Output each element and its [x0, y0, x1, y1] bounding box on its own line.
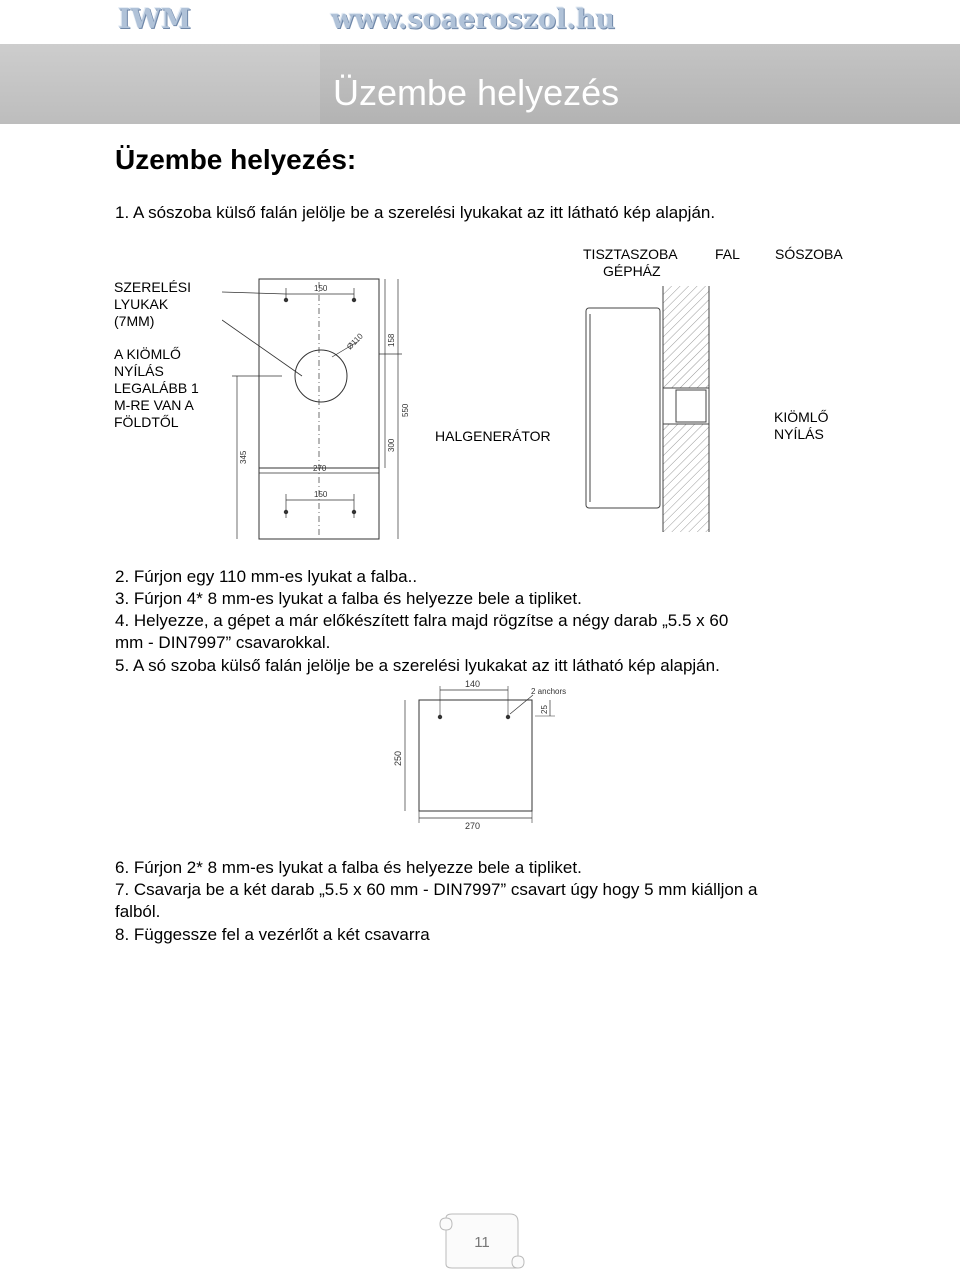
page-number: 11	[474, 1234, 490, 1251]
step-1: 1. A sószoba külső falán jelölje be a szerelési lyukakat az itt látható kép alapján.	[115, 203, 716, 222]
mounting-template-drawing	[222, 272, 420, 542]
step-6: 6. Fúrjon 2* 8 mm-es lyukat a falba és helyezze bele a tipliket.	[115, 858, 582, 877]
hole-top-right	[352, 298, 356, 302]
dim-right-height: 550	[401, 403, 410, 417]
step-8: 8. Függessze fel a vezérlőt a két csavarra	[115, 925, 430, 944]
anchors-label: 2 anchors	[531, 687, 567, 696]
website-url: www.soaeroszol.hu	[331, 4, 615, 35]
label-cleanroom: TISZTASZOBA	[583, 246, 678, 262]
step-2: 2. Fúrjon egy 110 mm-es lyukat a falba..	[115, 567, 418, 586]
dim-height-2: 250	[393, 750, 403, 766]
anchor-left	[438, 715, 442, 719]
controller-template-drawing	[385, 678, 575, 834]
dim-anchor-offset: 25	[540, 705, 549, 714]
page-number-scroll	[436, 1210, 528, 1270]
dim-mid-height: 300	[387, 438, 396, 452]
controller-outline	[419, 700, 532, 811]
label-mounting-holes: SZERELÉSI LYUKAK (7MM)	[114, 279, 192, 329]
dim-width-2: 270	[465, 821, 481, 831]
step-7-line-2: falból.	[115, 902, 161, 921]
section-banner-left	[0, 44, 320, 124]
dim-bottom-spacing: 150	[314, 490, 328, 499]
step-4-line-1: 4. Helyezze, a gépet a már előkészített falra majd rögzítse a négy darab „5.5 x 60	[115, 611, 729, 630]
label-wall: FAL	[715, 246, 740, 262]
hole-bottom-right	[352, 510, 356, 514]
banner-title: Üzembe helyezés	[333, 72, 620, 113]
step-7-line-1: 7. Csavarja be a két darab „5.5 x 60 mm - DIN7997” csavart úgy hogy 5 mm kiálljon a	[115, 880, 758, 899]
dim-left-height: 345	[239, 450, 248, 464]
hole-top-left	[284, 298, 288, 302]
dim-width: 270	[313, 464, 327, 473]
step-4-line-2: mm - DIN7997” csavarokkal.	[115, 633, 331, 652]
dim-top-spacing-2: 140	[465, 679, 481, 689]
wall-section-drawing	[580, 284, 715, 534]
label-generator: HALGENERÁTOR	[435, 428, 551, 444]
label-outlet-height: A KIÖMLŐ NYÍLÁS LEGALÁBB 1 M-RE VAN A FÖLDTŐL	[114, 346, 199, 430]
dim-diameter: Ø110	[345, 331, 365, 352]
dim-top-spacing: 150	[314, 284, 328, 293]
label-outlet: KIÖMLŐ NYÍLÁS	[774, 409, 829, 442]
outlet-hole	[295, 350, 347, 402]
step-5: 5. A só szoba külső falán jelölje be a szerelési lyukakat az itt látható kép alapján.	[115, 656, 720, 675]
dim-right-offset: 158	[387, 333, 396, 347]
label-saltroom: SÓSZOBA	[775, 246, 843, 262]
label-machineroom: GÉPHÁZ	[603, 263, 661, 279]
brand-logo-text: IWM	[118, 4, 191, 35]
anchor-right	[506, 715, 510, 719]
step-3: 3. Fúrjon 4* 8 mm-es lyukat a falba és helyezze bele a tipliket.	[115, 589, 582, 608]
page-title: Üzembe helyezés:	[115, 144, 357, 175]
generator-unit	[586, 308, 660, 508]
hole-bottom-left	[284, 510, 288, 514]
